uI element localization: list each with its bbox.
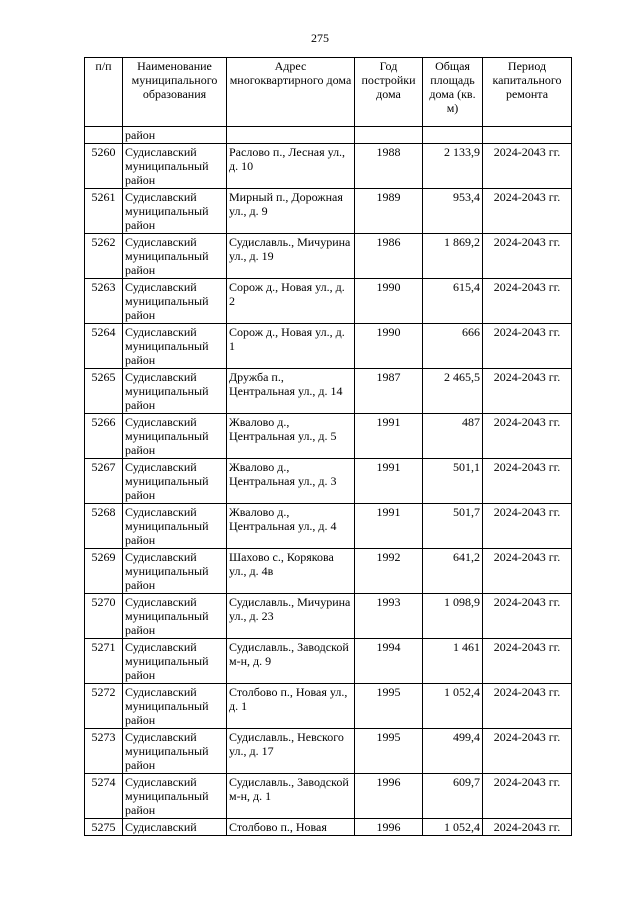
page-number: 275 bbox=[311, 31, 329, 45]
cell-address: Судиславль., Заводской м-н, д. 1 bbox=[227, 774, 355, 819]
cell-period: 2024-2043 гг. bbox=[483, 639, 572, 684]
cell-num: 5271 bbox=[85, 639, 123, 684]
cell-year: 1994 bbox=[355, 639, 423, 684]
header-num: п/п bbox=[85, 58, 123, 127]
cell-address: Жвалово д., Центральная ул., д. 3 bbox=[227, 459, 355, 504]
cell-area: 609,7 bbox=[423, 774, 483, 819]
table-row bbox=[85, 414, 572, 459]
cell-area: 666 bbox=[423, 324, 483, 369]
cell-name: район bbox=[123, 127, 227, 144]
cell-num: 5274 bbox=[85, 774, 123, 819]
cell-address: Судиславль., Невского ул., д. 17 bbox=[227, 729, 355, 774]
cell-area: 487 bbox=[423, 414, 483, 459]
cell-area: 501,7 bbox=[423, 504, 483, 549]
header-year: Год постройки дома bbox=[355, 58, 423, 127]
cell-name: Судиславский муниципальный район bbox=[123, 279, 227, 324]
table-body bbox=[85, 127, 572, 836]
cell-year: 1991 bbox=[355, 459, 423, 504]
header-period: Период капитального ремонта bbox=[483, 58, 572, 127]
cell-year: 1991 bbox=[355, 504, 423, 549]
table-row bbox=[85, 549, 572, 594]
cell-period: 2024-2043 гг. bbox=[483, 279, 572, 324]
cell-area: 1 052,4 bbox=[423, 684, 483, 729]
cell-name: Судиславский муниципальный район bbox=[123, 684, 227, 729]
cell-area: 2 133,9 bbox=[423, 144, 483, 189]
cell-period: 2024-2043 гг. bbox=[483, 459, 572, 504]
housing-register-table bbox=[84, 57, 572, 836]
cell-num: 5263 bbox=[85, 279, 123, 324]
cell-name: Судиславский муниципальный район bbox=[123, 324, 227, 369]
table-row bbox=[85, 684, 572, 729]
table-row bbox=[85, 729, 572, 774]
table-row bbox=[85, 279, 572, 324]
cell-num: 5269 bbox=[85, 549, 123, 594]
cell-area: 501,1 bbox=[423, 459, 483, 504]
cell-year: 1990 bbox=[355, 279, 423, 324]
cell-num: 5267 bbox=[85, 459, 123, 504]
cell-period: 2024-2043 гг. bbox=[483, 549, 572, 594]
table-row bbox=[85, 189, 572, 234]
cell-area: 1 461 bbox=[423, 639, 483, 684]
cell-period: 2024-2043 гг. bbox=[483, 819, 572, 836]
cell-num: 5273 bbox=[85, 729, 123, 774]
cell-year: 1988 bbox=[355, 144, 423, 189]
table-row bbox=[85, 504, 572, 549]
cell-year: 1987 bbox=[355, 369, 423, 414]
cell-num: 5272 bbox=[85, 684, 123, 729]
cell-period: 2024-2043 гг. bbox=[483, 369, 572, 414]
table-row bbox=[85, 819, 572, 836]
cell-num: 5260 bbox=[85, 144, 123, 189]
cell-num: 5268 bbox=[85, 504, 123, 549]
table-row bbox=[85, 774, 572, 819]
cell-num bbox=[85, 127, 123, 144]
cell-year: 1990 bbox=[355, 324, 423, 369]
cell-year: 1996 bbox=[355, 819, 423, 836]
cell-name: Судиславский bbox=[123, 819, 227, 836]
table-header-row bbox=[85, 58, 572, 127]
cell-num: 5275 bbox=[85, 819, 123, 836]
cell-num: 5270 bbox=[85, 594, 123, 639]
cell-period: 2024-2043 гг. bbox=[483, 504, 572, 549]
cell-address: Дружба п., Центральная ул., д. 14 bbox=[227, 369, 355, 414]
cell-name: Судиславский муниципальный район bbox=[123, 774, 227, 819]
table-row bbox=[85, 144, 572, 189]
cell-address: Раслово п., Лесная ул., д. 10 bbox=[227, 144, 355, 189]
cell-year: 1993 bbox=[355, 594, 423, 639]
cell-name: Судиславский муниципальный район bbox=[123, 189, 227, 234]
cell-name: Судиславский муниципальный район bbox=[123, 594, 227, 639]
cell-year: 1986 bbox=[355, 234, 423, 279]
cell-year: 1989 bbox=[355, 189, 423, 234]
cell-period: 2024-2043 гг. bbox=[483, 729, 572, 774]
cell-period: 2024-2043 гг. bbox=[483, 684, 572, 729]
cell-address: Судиславль., Мичурина ул., д. 19 bbox=[227, 234, 355, 279]
cell-area: 641,2 bbox=[423, 549, 483, 594]
cell-year: 1995 bbox=[355, 729, 423, 774]
cell-area: 1 052,4 bbox=[423, 819, 483, 836]
table-row bbox=[85, 459, 572, 504]
cell-year: 1996 bbox=[355, 774, 423, 819]
cell-address: Столбово п., Новая bbox=[227, 819, 355, 836]
cell-num: 5266 bbox=[85, 414, 123, 459]
cell-address: Судиславль., Мичурина ул., д. 23 bbox=[227, 594, 355, 639]
cell-name: Судиславский муниципальный район bbox=[123, 234, 227, 279]
cell-name: Судиславский муниципальный район bbox=[123, 369, 227, 414]
cell-address: Сорож д., Новая ул., д. 1 bbox=[227, 324, 355, 369]
cell-num: 5264 bbox=[85, 324, 123, 369]
cell-address: Столбово п., Новая ул., д. 1 bbox=[227, 684, 355, 729]
cell-period: 2024-2043 гг. bbox=[483, 189, 572, 234]
cell-address: Мирный п., Дорожная ул., д. 9 bbox=[227, 189, 355, 234]
cell-year bbox=[355, 127, 423, 144]
cell-area: 615,4 bbox=[423, 279, 483, 324]
cell-name: Судиславский муниципальный район bbox=[123, 639, 227, 684]
cell-address bbox=[227, 127, 355, 144]
header-area: Общая площадь дома (кв. м) bbox=[423, 58, 483, 127]
cell-name: Судиславский муниципальный район bbox=[123, 459, 227, 504]
cell-address: Судиславль., Заводской м-н, д. 9 bbox=[227, 639, 355, 684]
table-row bbox=[85, 639, 572, 684]
cell-address: Шахово с., Корякова ул., д. 4в bbox=[227, 549, 355, 594]
cell-num: 5261 bbox=[85, 189, 123, 234]
cell-address: Жвалово д., Центральная ул., д. 5 bbox=[227, 414, 355, 459]
cell-name: Судиславский муниципальный район bbox=[123, 144, 227, 189]
cell-period bbox=[483, 127, 572, 144]
table-row bbox=[85, 234, 572, 279]
cell-period: 2024-2043 гг. bbox=[483, 234, 572, 279]
cell-name: Судиславский муниципальный район bbox=[123, 414, 227, 459]
cell-num: 5262 bbox=[85, 234, 123, 279]
table-row bbox=[85, 369, 572, 414]
cell-name: Судиславский муниципальный район bbox=[123, 729, 227, 774]
cell-area: 953,4 bbox=[423, 189, 483, 234]
header-name: Наименование муниципального образования bbox=[123, 58, 227, 127]
cell-num: 5265 bbox=[85, 369, 123, 414]
cell-period: 2024-2043 гг. bbox=[483, 144, 572, 189]
cell-address: Жвалово д., Центральная ул., д. 4 bbox=[227, 504, 355, 549]
cell-area: 499,4 bbox=[423, 729, 483, 774]
cell-area bbox=[423, 127, 483, 144]
cell-area: 2 465,5 bbox=[423, 369, 483, 414]
cell-period: 2024-2043 гг. bbox=[483, 594, 572, 639]
table-row bbox=[85, 594, 572, 639]
header-address: Адрес многоквартирного дома bbox=[227, 58, 355, 127]
cell-name: Судиславский муниципальный район bbox=[123, 549, 227, 594]
cell-address: Сорож д., Новая ул., д. 2 bbox=[227, 279, 355, 324]
cell-period: 2024-2043 гг. bbox=[483, 414, 572, 459]
cell-year: 1992 bbox=[355, 549, 423, 594]
cell-period: 2024-2043 гг. bbox=[483, 324, 572, 369]
cell-period: 2024-2043 гг. bbox=[483, 774, 572, 819]
cell-year: 1991 bbox=[355, 414, 423, 459]
cell-area: 1 098,9 bbox=[423, 594, 483, 639]
continuation-row bbox=[85, 127, 572, 144]
cell-area: 1 869,2 bbox=[423, 234, 483, 279]
table-row bbox=[85, 324, 572, 369]
cell-year: 1995 bbox=[355, 684, 423, 729]
cell-name: Судиславский муниципальный район bbox=[123, 504, 227, 549]
